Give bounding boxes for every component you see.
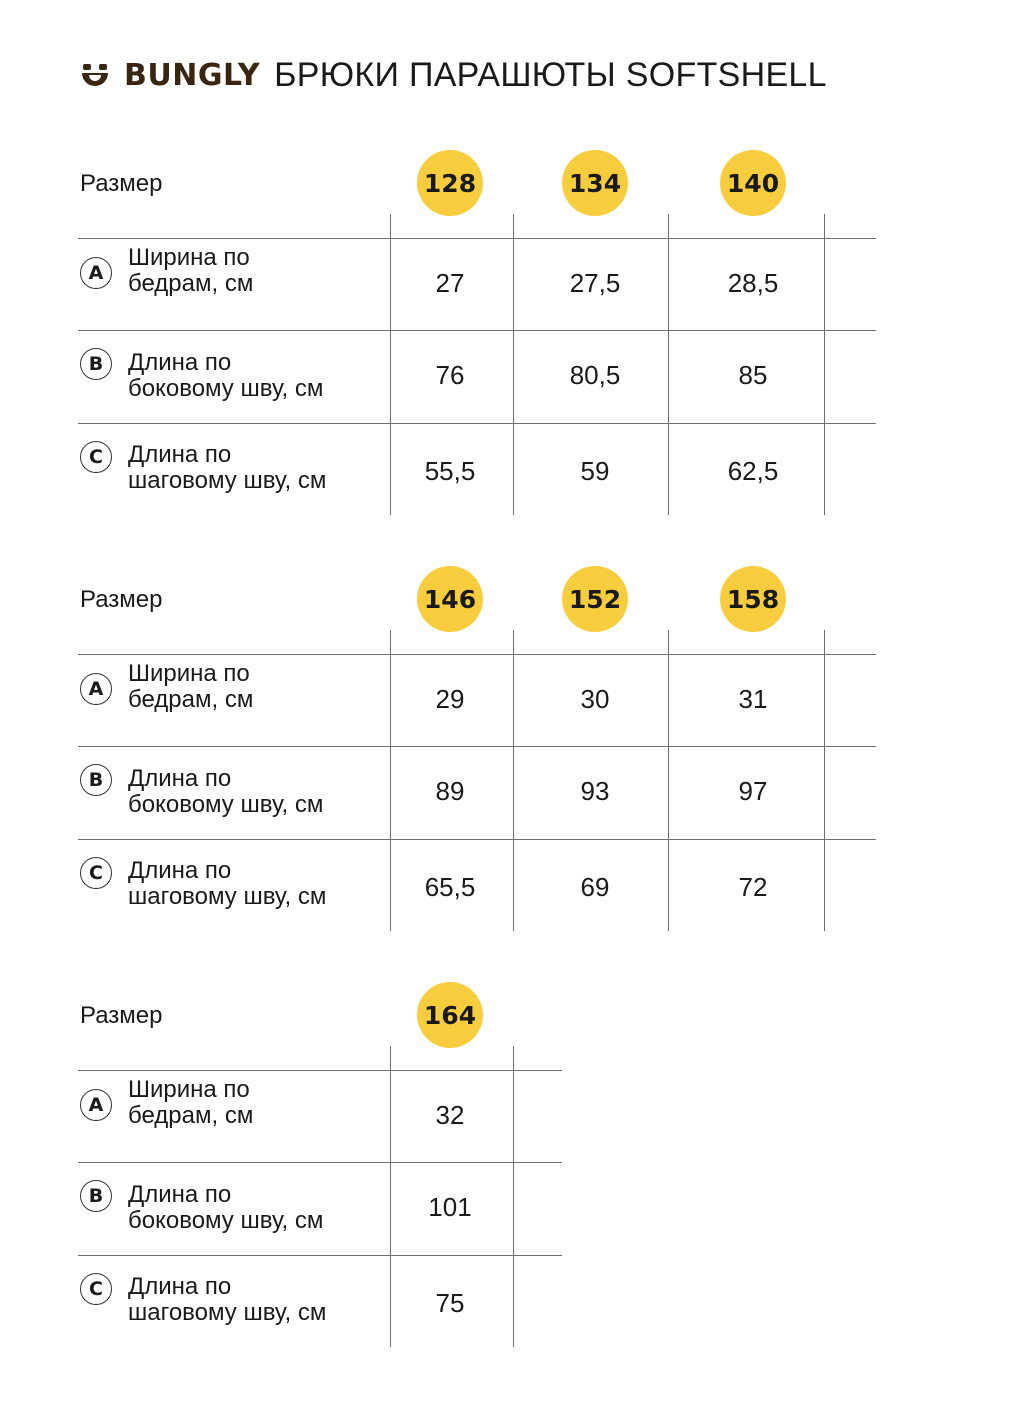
brand-name: BUNGLY xyxy=(124,58,261,93)
param-label xyxy=(128,350,388,402)
size-badge: 146 xyxy=(417,566,483,632)
measurement-value: 27,5 xyxy=(569,268,621,298)
measurement-value: 76 xyxy=(435,360,465,390)
param-letter-badge: A xyxy=(80,673,112,705)
param-label-line: шаговому шву, см xyxy=(128,883,327,910)
measurement-value: 29 xyxy=(435,684,465,714)
param-label-line: Ширина по xyxy=(128,1076,250,1103)
param-label-line: боковому шву, см xyxy=(128,791,324,818)
size-label: Размер xyxy=(80,586,163,613)
row-divider xyxy=(78,839,876,840)
size-table xyxy=(0,150,1024,530)
row-divider xyxy=(78,1162,562,1163)
measurement-value: 32 xyxy=(435,1100,465,1130)
product-title: БРЮКИ ПАРАШЮТЫ SOFTSHELL xyxy=(274,56,827,94)
size-badge: 164 xyxy=(417,982,483,1048)
param-label-line: боковому шву, см xyxy=(128,375,324,402)
measurement-value: 62,5 xyxy=(727,456,779,486)
size-table xyxy=(0,982,1024,1362)
measurement-value: 93 xyxy=(580,776,610,806)
row-divider xyxy=(78,423,876,424)
column-divider xyxy=(513,214,514,515)
size-badge: 128 xyxy=(417,150,483,216)
measurement-value: 59 xyxy=(580,456,610,486)
param-label xyxy=(128,245,388,297)
param-label-line: боковому шву, см xyxy=(128,1207,324,1234)
param-label-line: шаговому шву, см xyxy=(128,1299,327,1326)
param-label-line: бедрам, см xyxy=(128,686,254,713)
param-label-line: шаговому шву, см xyxy=(128,467,327,494)
measurement-value: 80,5 xyxy=(569,360,621,390)
param-label-line: Длина по xyxy=(128,1181,232,1208)
param-label-line: Длина по xyxy=(128,1273,232,1300)
param-label-line: бедрам, см xyxy=(128,1102,254,1129)
param-label xyxy=(128,766,388,818)
param-label-line: Длина по xyxy=(128,441,232,468)
param-letter-badge: C xyxy=(80,1273,112,1305)
size-badge: 152 xyxy=(562,566,628,632)
param-label xyxy=(128,1182,388,1234)
size-badge: 158 xyxy=(720,566,786,632)
row-divider xyxy=(78,746,876,747)
measurement-value: 101 xyxy=(428,1192,472,1222)
param-label xyxy=(128,661,388,713)
column-divider xyxy=(824,630,825,931)
size-table xyxy=(0,566,1024,946)
param-letter-badge: C xyxy=(80,857,112,889)
measurement-value: 31 xyxy=(738,684,768,714)
measurement-value: 97 xyxy=(738,776,768,806)
param-label xyxy=(128,1274,388,1326)
param-letter-badge: B xyxy=(80,348,112,380)
measurement-value: 30 xyxy=(580,684,610,714)
param-label-line: Длина по xyxy=(128,857,232,884)
column-divider xyxy=(668,214,669,515)
param-label-line: Длина по xyxy=(128,349,232,376)
size-badge: 140 xyxy=(720,150,786,216)
measurement-value: 27 xyxy=(435,268,465,298)
size-label: Размер xyxy=(80,1002,163,1029)
row-divider xyxy=(78,330,876,331)
header xyxy=(80,56,827,95)
row-divider xyxy=(78,1255,562,1256)
measurement-value: 75 xyxy=(435,1288,465,1318)
measurement-value: 28,5 xyxy=(727,268,779,298)
measurement-value: 85 xyxy=(738,360,768,390)
column-divider xyxy=(824,214,825,515)
size-badge: 134 xyxy=(562,150,628,216)
bungly-smile-logo-icon xyxy=(80,61,110,91)
row-divider xyxy=(78,654,876,655)
row-divider xyxy=(78,1070,562,1071)
measurement-value: 89 xyxy=(435,776,465,806)
column-divider xyxy=(668,630,669,931)
param-label xyxy=(128,442,388,494)
param-label-line: Длина по xyxy=(128,765,232,792)
param-letter-badge: C xyxy=(80,441,112,473)
param-label-line: Ширина по xyxy=(128,660,250,687)
measurement-value: 69 xyxy=(580,872,610,902)
param-letter-badge: A xyxy=(80,257,112,289)
measurement-value: 65,5 xyxy=(424,872,476,902)
column-divider xyxy=(513,1046,514,1347)
measurement-value: 55,5 xyxy=(424,456,476,486)
size-label: Размер xyxy=(80,170,163,197)
param-label xyxy=(128,858,388,910)
param-label-line: Ширина по xyxy=(128,244,250,271)
param-letter-badge: B xyxy=(80,1180,112,1212)
column-divider xyxy=(513,630,514,931)
param-letter-badge: B xyxy=(80,764,112,796)
param-letter-badge: A xyxy=(80,1089,112,1121)
param-label xyxy=(128,1077,388,1129)
row-divider xyxy=(78,238,876,239)
measurement-value: 72 xyxy=(738,872,768,902)
param-label-line: бедрам, см xyxy=(128,270,254,297)
